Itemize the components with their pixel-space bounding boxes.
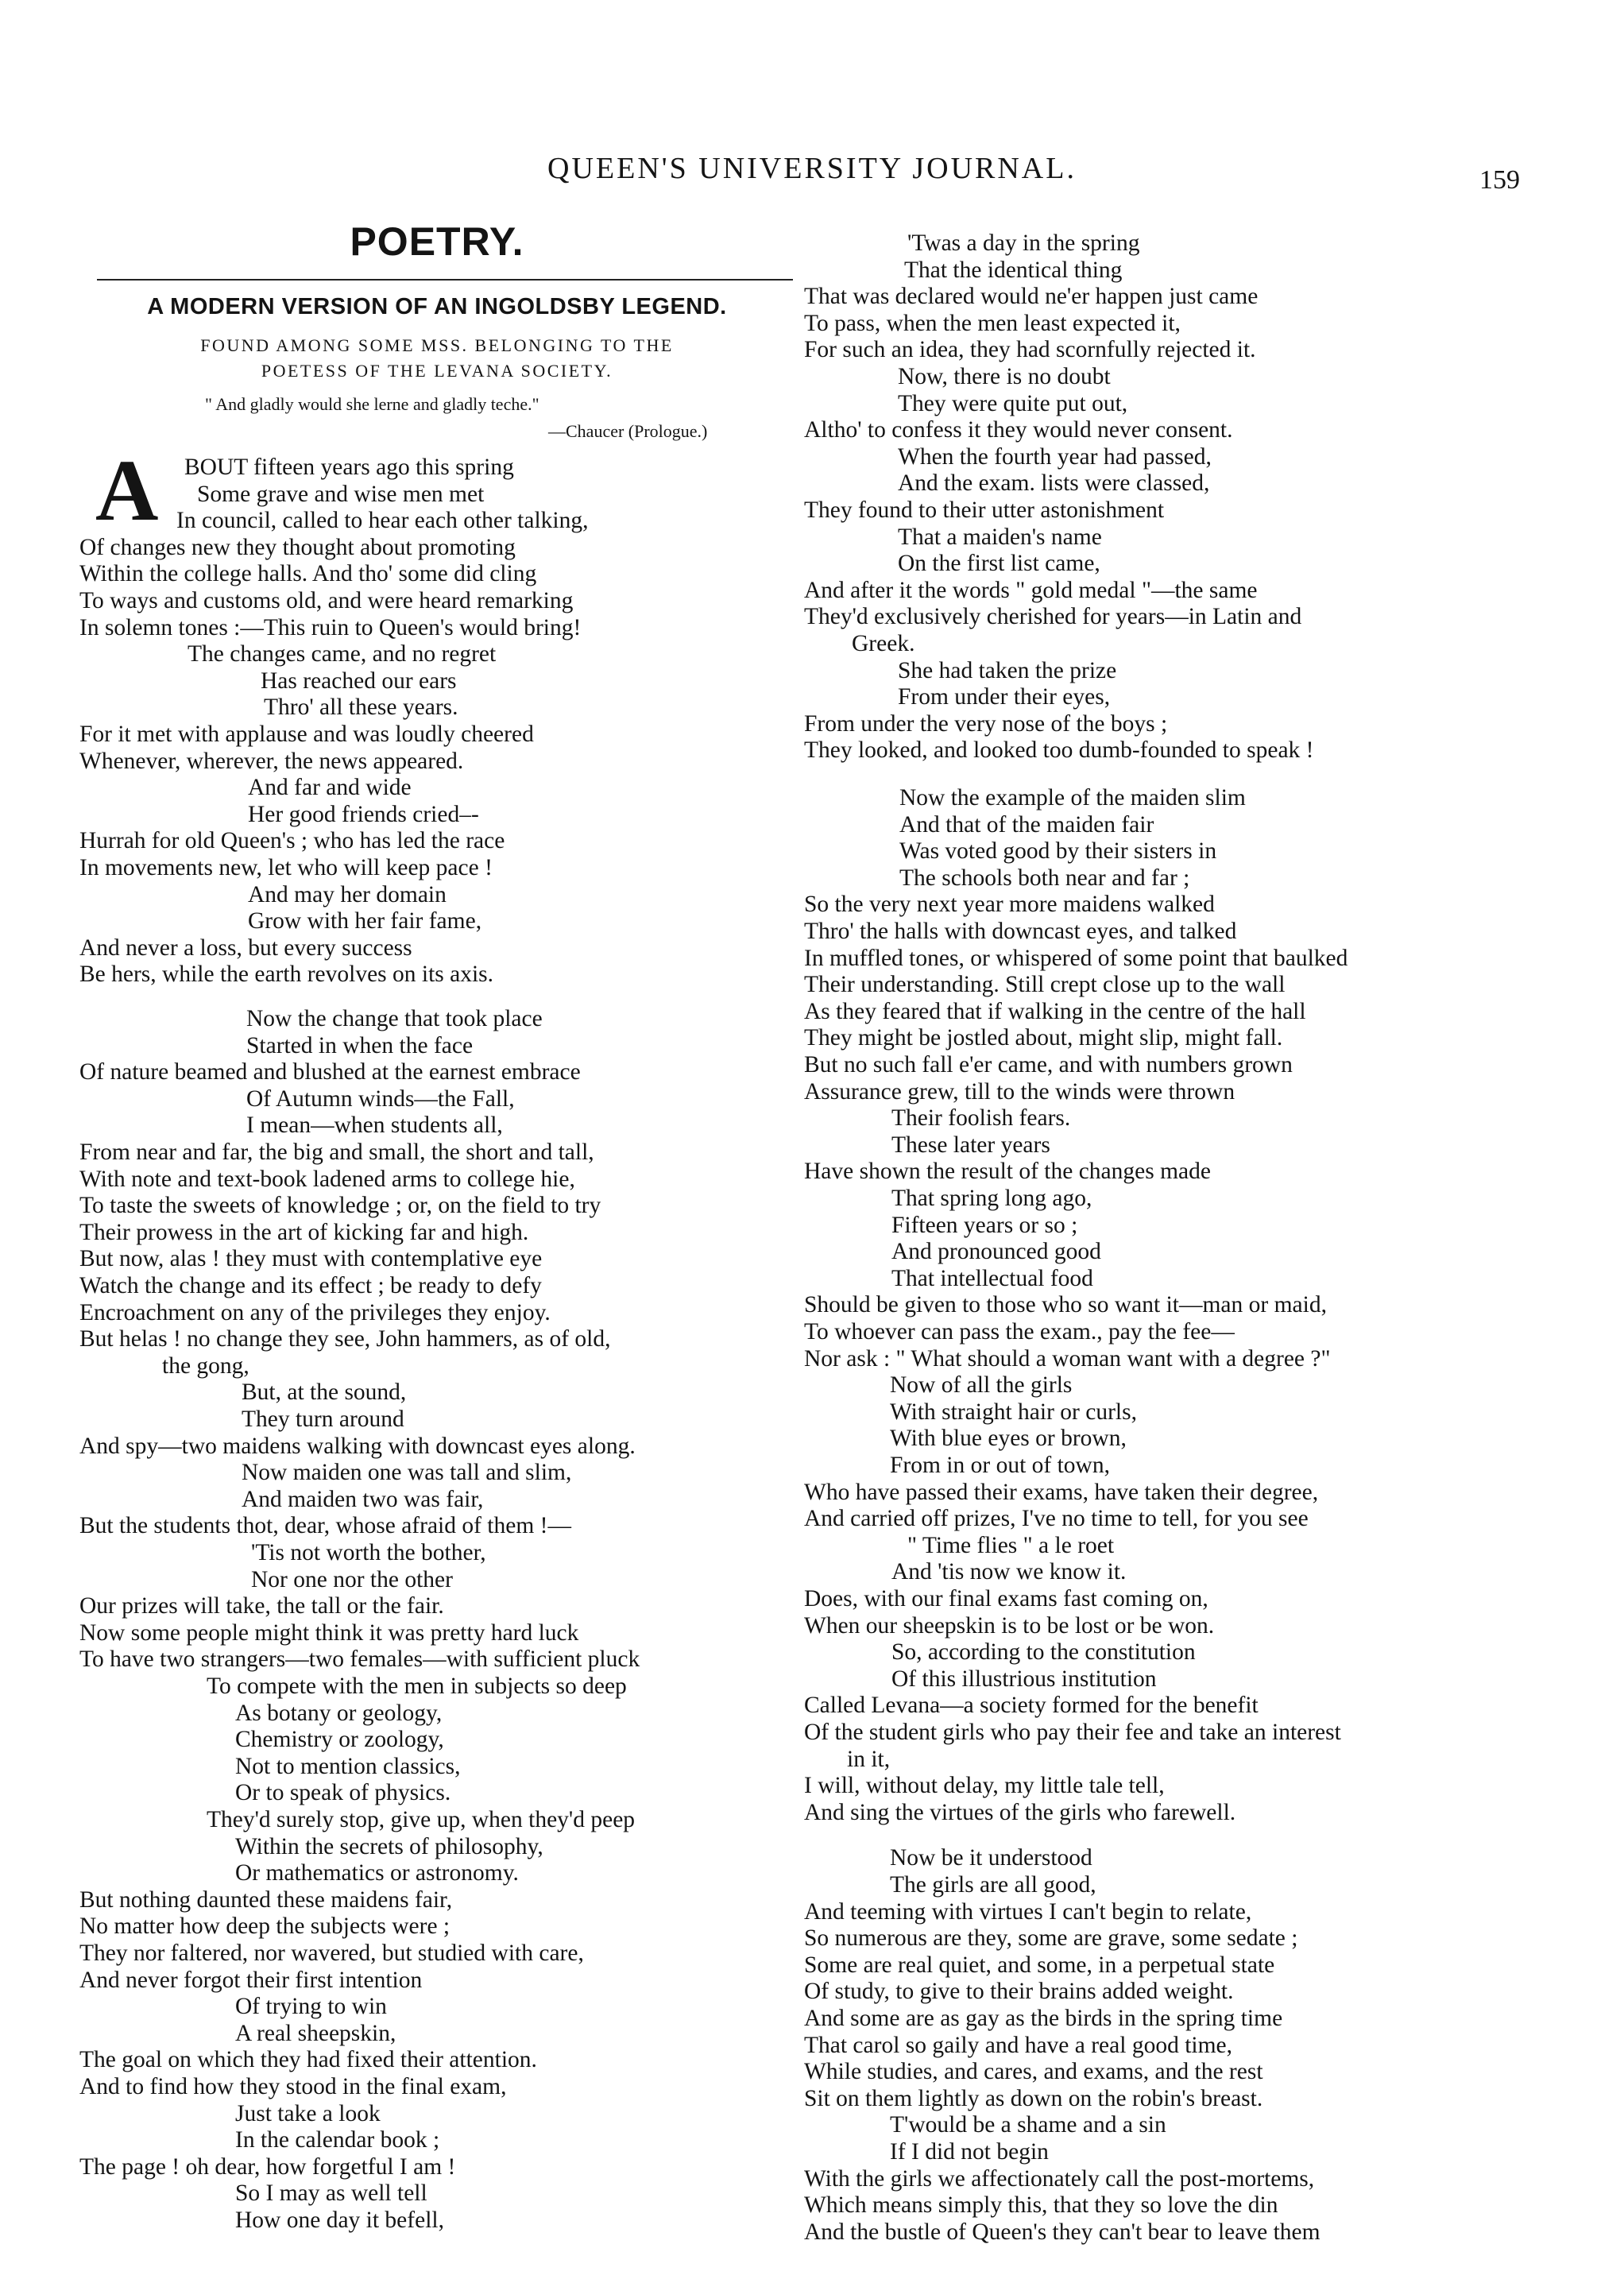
right-verse-line: Thro' the halls with downcast eyes, and talked [804, 919, 1237, 944]
left-verse-line: Thro' all these years. [264, 695, 458, 721]
left-verse-line: Or mathematics or astronomy. [235, 1860, 519, 1886]
left-verse-line: 'Tis not worth the bother, [251, 1540, 486, 1565]
left-verse-line: Of changes new they thought about promoting [79, 534, 516, 560]
left-verse-line: Of Autumn winds—the Fall, [246, 1085, 515, 1112]
left-verse-line: Some grave and wise men met [197, 481, 485, 507]
right-verse-line: She had taken the prize [898, 657, 1117, 683]
left-verse-line: To ways and customs old, and were heard remarking [79, 588, 574, 613]
left-verse-line: They'd surely stop, give up, when they'd peep [207, 1807, 636, 1832]
right-verse-line: So the very next year more maidens walked [804, 892, 1215, 918]
right-verse-line: Sit on them lightly as down on the robin's breast. [804, 2085, 1263, 2111]
right-verse-line: Should be given to those who so want it—man or maid, [804, 1292, 1327, 1318]
right-verse-line: And teeming with virtues I can't begin to relate, [804, 1898, 1252, 1925]
right-verse-line: That the identical thing [904, 257, 1123, 283]
right-verse-line: Have shown the result of the changes made [804, 1159, 1211, 1185]
right-verse-line: With blue eyes or brown, [890, 1426, 1127, 1452]
left-verse-line: For it met with applause and was loudly cheered [79, 722, 534, 747]
left-verse-line: Or to speak of physics. [235, 1780, 451, 1806]
right-verse-line: The schools both near and far ; [899, 865, 1190, 891]
left-verse-line: And never a loss, but every success [79, 934, 412, 961]
left-verse-line: BOUT fifteen years ago this spring [184, 455, 514, 480]
epigraph-attribution: —Chaucer (Prologue.) [548, 421, 708, 441]
left-verse-line: In the calendar book ; [235, 2127, 440, 2153]
right-verse-line: And pronounced good [891, 1239, 1101, 1265]
left-verse-line: So I may as well tell [235, 2180, 427, 2207]
right-verse-line: And the bustle of Queen's they can't bear to leave them [804, 2219, 1320, 2245]
left-verse-line: Within the college halls. And tho' some did cling [79, 561, 537, 587]
right-verse-line: As they feared that if walking in the centre of the hall [804, 998, 1306, 1024]
left-verse-line: But now, alas ! they must with contemplative eye [79, 1246, 543, 1272]
right-verse-line: And after it the words " gold medal "—the same [804, 577, 1258, 603]
left-verse-line: They nor faltered, nor wavered, but studied with care, [79, 1940, 584, 1966]
left-verse-line: Now the change that took place [246, 1006, 543, 1031]
right-verse-line: While studies, and cares, and exams, and the rest [804, 2059, 1263, 2085]
left-verse-line: Their prowess in the art of kicking far and high. [79, 1219, 529, 1245]
right-verse-line: Now of all the girls [890, 1372, 1073, 1399]
left-verse-line: The page ! oh dear, how forgetful I am ! [79, 2153, 456, 2180]
right-verse-line: They might be jostled about, might slip, might fall. [804, 1025, 1283, 1051]
left-verse-line: And spy—two maidens walking with downcast eyes along. [79, 1433, 636, 1459]
left-verse-line: Of trying to win [235, 1994, 387, 2020]
right-verse-line: Of this illustrious institution [891, 1666, 1157, 1692]
page-number: 159 [1479, 165, 1520, 195]
left-verse-line: But nothing daunted these maidens fair, [79, 1886, 453, 1913]
right-verse-line: With the girls we affectionately call the post-mortems, [804, 2165, 1315, 2192]
right-verse-line: Called Levana—a society formed for the benefit [804, 1693, 1259, 1719]
right-verse-line: Some are real quiet, and some, in a perpetual state [804, 1952, 1275, 1978]
left-verse-line: Now some people might think it was pretty hard luck [79, 1619, 579, 1646]
right-verse-line: Fifteen years or so ; [891, 1212, 1078, 1238]
left-verse-line: A real sheepskin, [235, 2020, 396, 2046]
left-verse-line: Encroachment on any of the privileges they enjoy. [79, 1299, 551, 1325]
right-verse-line: When the fourth year had passed, [898, 443, 1212, 470]
left-verse-line: Just take a look [235, 2100, 381, 2126]
left-verse-line: Her good friends cried–- [248, 801, 479, 827]
right-verse-line: And that of the maiden fair [899, 811, 1154, 838]
right-verse-line: Now, there is no doubt [898, 364, 1111, 389]
left-verse-line: Whenever, wherever, the news appeared. [79, 748, 464, 774]
right-verse-line: From under their eyes, [898, 684, 1111, 710]
left-verse-line: As botany or geology, [235, 1700, 443, 1726]
left-verse-line: Be hers, while the earth revolves on its axis. [79, 962, 494, 988]
left-verse-line: And maiden two was fair, [242, 1486, 484, 1512]
left-verse-line: But the students thot, dear, whose afraid of them !— [79, 1513, 571, 1539]
right-verse-line: These later years [891, 1132, 1050, 1158]
right-verse-line: That intellectual food [891, 1265, 1093, 1291]
left-verse-line: The changes came, and no regret [188, 641, 497, 667]
left-verse-line: Of nature beamed and blushed at the earnest embrace [79, 1059, 581, 1085]
left-verse-line: But, at the sound, [242, 1379, 407, 1406]
left-verse-line: From near and far, the big and small, the short and tall, [79, 1140, 594, 1165]
right-verse-line: For such an idea, they had scornfully rejected it. [804, 337, 1256, 363]
left-verse-line: Has reached our ears [261, 667, 457, 694]
journal-title: QUEEN'S UNIVERSITY JOURNAL. [547, 152, 1077, 185]
right-verse-line: That was declared would ne'er happen just came [804, 284, 1259, 310]
poem-subtitle-line2: POETESS OF THE LEVANA SOCIETY. [261, 361, 613, 381]
right-verse-line: I will, without delay, my little tale tell, [804, 1773, 1165, 1799]
left-verse-line: Started in when the face [246, 1032, 474, 1058]
left-verse-line: Grow with her fair fame, [248, 908, 482, 934]
right-verse-line: Which means simply this, that they so love the din [804, 2192, 1278, 2219]
right-verse-line: In muffled tones, or whispered of some point that baulked [804, 945, 1348, 971]
right-verse-line: So, according to the constitution [891, 1639, 1196, 1666]
right-verse-line: From under the very nose of the boys ; [804, 710, 1168, 737]
section-title: POETRY. [350, 219, 524, 264]
right-verse-line: Was voted good by their sisters in [899, 838, 1217, 865]
right-verse-line: Nor ask : " What should a woman want with a degree ?" [804, 1345, 1331, 1372]
left-verse-line: Nor one nor the other [251, 1566, 453, 1592]
right-verse-line: That a maiden's name [898, 524, 1102, 550]
right-verse-line: With straight hair or curls, [890, 1399, 1137, 1425]
right-verse-line: Altho' to confess it they would never consent. [804, 417, 1233, 443]
right-verse-line: On the first list came, [898, 551, 1100, 577]
right-verse-line: And sing the virtues of the girls who farewell. [804, 1799, 1236, 1825]
right-verse-line: That carol so gaily and have a real good time, [804, 2032, 1232, 2058]
left-verse-line: And never forgot their first intention [79, 1967, 423, 1993]
right-verse-line: Assurance grew, till to the winds were thrown [804, 1078, 1235, 1105]
right-verse-line: in it, [847, 1746, 891, 1772]
left-verse-line: With note and text-book ladened arms to college hie, [79, 1166, 575, 1192]
right-verse-line: To pass, when the men least expected it, [804, 310, 1181, 336]
left-verse-line: Our prizes will take, the tall or the fair. [79, 1593, 444, 1619]
left-verse-line: Not to mention classics, [235, 1753, 461, 1779]
left-verse-line: In solemn tones :—This ruin to Queen's would bring! [79, 614, 582, 640]
left-verse-line: To compete with the men in subjects so deep [207, 1673, 627, 1699]
right-verse-line: " Time flies " a le roet [907, 1532, 1115, 1558]
left-verse-line: The goal on which they had fixed their attention. [79, 2047, 537, 2073]
left-verse-line: No matter how deep the subjects were ; [79, 1913, 450, 1940]
right-verse-line: They found to their utter astonishment [804, 497, 1165, 523]
left-verse-line: Within the secrets of philosophy, [235, 1833, 543, 1859]
left-verse-line: To have two strangers—two females—with sufficient pluck [79, 1646, 640, 1673]
right-verse-line: They were quite put out, [898, 390, 1128, 416]
left-verse-line: And far and wide [248, 775, 412, 801]
poem-subtitle-line1: FOUND AMONG SOME MSS. BELONGING TO THE [200, 335, 674, 355]
right-verse-line: Of study, to give to their brains added weight. [804, 1979, 1234, 2005]
left-verse-line: But helas ! no change they see, John hammers, as of old, [79, 1326, 611, 1352]
left-verse-line: To taste the sweets of knowledge ; or, on the field to try [79, 1193, 601, 1219]
right-verse-line: Who have passed their exams, have taken their degree, [804, 1479, 1319, 1505]
right-verse-line: Their understanding. Still crept close up to the wall [804, 972, 1286, 998]
right-verse-line: And some are as gay as the birds in the spring time [804, 2006, 1283, 2031]
title-rule [97, 279, 793, 281]
right-verse-line: From in or out of town, [890, 1453, 1110, 1478]
left-verse-line: How one day it befell, [235, 2207, 444, 2233]
left-verse-line: Chemistry or zoology, [235, 1727, 444, 1753]
right-verse-line: Now the example of the maiden slim [899, 785, 1246, 811]
right-verse-line: Now be it understood [890, 1845, 1092, 1871]
right-verse-line: T'would be a shame and a sin [890, 2112, 1166, 2138]
right-verse-line: Of the student girls who pay their fee and take an interest [804, 1720, 1341, 1745]
right-verse-line: They'd exclusively cherished for years—in Latin and [804, 604, 1302, 630]
left-verse-line: Hurrah for old Queen's ; who has led the race [79, 828, 505, 854]
left-verse-line: And to find how they stood in the final exam, [79, 2074, 507, 2099]
left-verse-line: the gong, [162, 1352, 249, 1379]
right-verse-line: But no such fall e'er came, and with numbers grown [804, 1052, 1293, 1078]
right-verse-line: And 'tis now we know it. [891, 1559, 1127, 1585]
left-verse-line: Now maiden one was tall and slim, [242, 1460, 572, 1486]
right-verse-line: Their foolish fears. [891, 1105, 1071, 1132]
right-verse-line: If I did not begin [890, 2139, 1049, 2165]
left-verse-line: Watch the change and its effect ; be ready to defy [79, 1273, 542, 1298]
right-verse-line: Does, with our final exams fast coming on, [804, 1586, 1208, 1612]
right-verse-line: That spring long ago, [891, 1186, 1092, 1211]
right-verse-line: And carried off prizes, I've no time to tell, for you see [804, 1506, 1309, 1532]
left-verse-line: They turn around [242, 1406, 404, 1432]
left-verse-line: In council, called to hear each other talking, [176, 508, 589, 534]
left-verse-line: In movements new, let who will keep pace ! [79, 855, 493, 880]
epigraph: " And gladly would she lerne and gladly teche." [205, 394, 539, 414]
right-verse-line: They looked, and looked too dumb-founded to speak ! [804, 737, 1314, 764]
right-verse-line: Greek. [852, 631, 915, 656]
poem-title: A MODERN VERSION OF AN INGOLDSBY LEGEND. [147, 294, 727, 319]
right-verse-line: When our sheepskin is to be lost or be won. [804, 1612, 1215, 1639]
drop-cap: A [95, 442, 159, 539]
left-verse-line: And may her domain [248, 881, 447, 907]
right-verse-line: And the exam. lists were classed, [898, 470, 1210, 497]
right-verse-line: So numerous are they, some are grave, some sedate ; [804, 1925, 1298, 1952]
right-verse-line: The girls are all good, [890, 1872, 1096, 1898]
right-verse-line: To whoever can pass the exam., pay the fee— [804, 1319, 1235, 1345]
left-verse-line: I mean—when students all, [246, 1112, 503, 1139]
right-verse-line: 'Twas a day in the spring [907, 230, 1140, 256]
